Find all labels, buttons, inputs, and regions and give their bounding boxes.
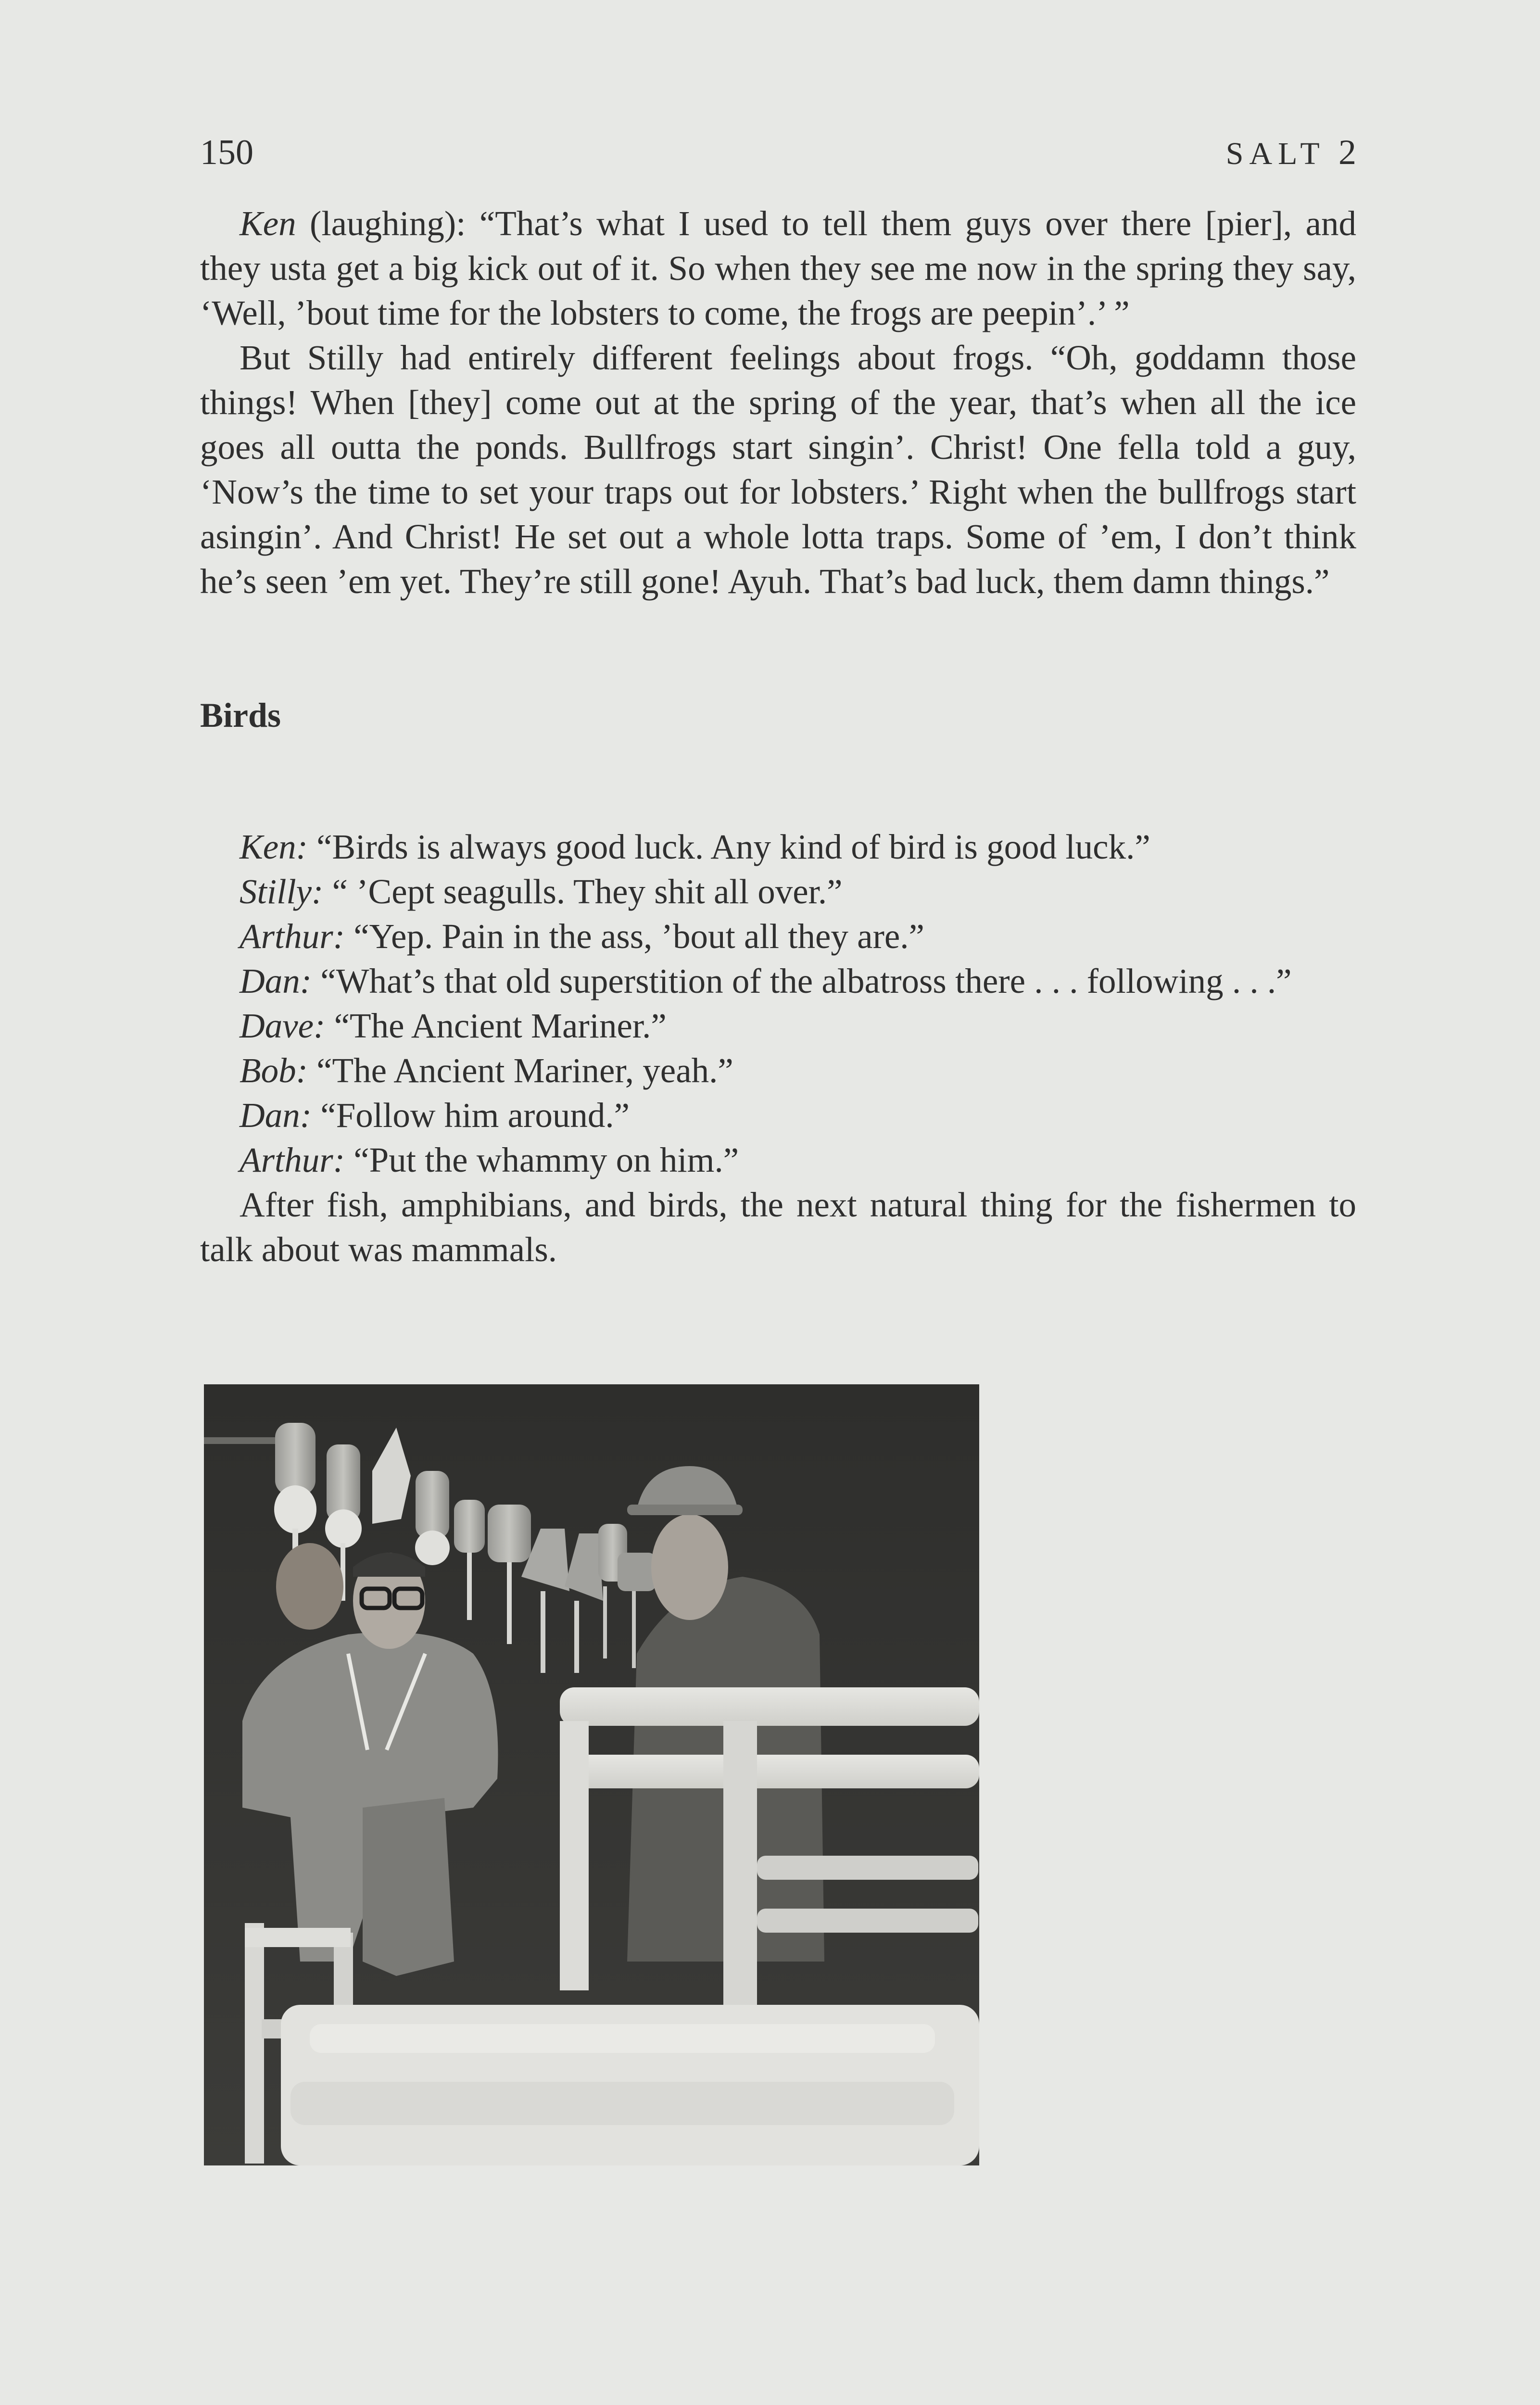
running-head <box>1226 131 1356 176</box>
section-heading: Birds <box>200 696 281 734</box>
paragraph-ken-laughing <box>200 201 1356 335</box>
speaker-name: Dan: <box>240 1096 312 1135</box>
dialogue <box>200 824 1356 1182</box>
dialogue-line <box>200 824 1356 869</box>
speaker-name: Arthur: <box>240 1140 345 1179</box>
dialogue-text: “What’s that old superstition of the albatross there . . . following . . .” <box>312 962 1292 1000</box>
shelf-beam <box>204 1437 281 1444</box>
dialogue-line <box>200 1048 1356 1093</box>
running-head-title: SALT <box>1225 136 1325 171</box>
page-number: 150 <box>200 133 253 172</box>
paragraph-text: (laughing): “That’s what I used to tell them guys over there [pier], and they usta get a big kick out of it. So when they see me now in the spring they say, ‘Well, ’bout time for the lobsters to come, the frogs are peepin’.’ ” <box>200 204 1356 332</box>
dialogue-text: “Birds is always good luck. Any kind of bird is good luck.” <box>307 827 1150 866</box>
speaker-name: Dave: <box>240 1006 326 1045</box>
speaker-name: Ken: <box>240 827 308 866</box>
closing-paragraph: After fish, amphibians, and birds, the next natural thing for the fishermen to talk about was mammals. <box>200 1185 1356 1269</box>
page-header <box>200 131 1356 174</box>
dialogue-line <box>200 914 1356 959</box>
running-head-number: 2 <box>1338 133 1356 172</box>
speaker-name: Stilly: <box>240 872 324 911</box>
dialogue-text: “ ’Cept seagulls. They shit all over.” <box>323 872 843 911</box>
photo-illustration <box>204 1384 979 2165</box>
dialogue-line <box>200 1138 1356 1182</box>
body-text <box>200 201 1356 1272</box>
dialogue-text: “The Ancient Mariner, yeah.” <box>307 1051 733 1090</box>
dialogue-text: “Follow him around.” <box>312 1096 630 1135</box>
speaker-name: Dan: <box>240 962 312 1000</box>
speaker-name: Ken <box>240 204 296 243</box>
dialogue-line <box>200 959 1356 1003</box>
dialogue-line <box>200 1003 1356 1048</box>
dialogue-line <box>200 869 1356 914</box>
photograph <box>204 1384 979 2165</box>
dialogue-text: “The Ancient Mariner.” <box>325 1006 667 1045</box>
speaker-name: Arthur: <box>240 917 345 956</box>
dialogue-text: “Yep. Pain in the ass, ’bout all they are.” <box>345 917 924 956</box>
speaker-name: Bob: <box>240 1051 308 1090</box>
paragraph-stilly-frogs: But Stilly had entirely different feelings about frogs. “Oh, goddamn those things! When [they] come out at the spring of the year, that’s when all the ice goes all outta the ponds. Bullfrogs start singin’. Christ! One fella told a guy, ‘Now’s the time to set your traps out for lobsters.’ Right when the bullfrogs start asingin’. And Christ! He set out a whole lotta traps. Some of ’em, I don’t think he’s seen ’em yet. They’re still gone! Ayuh. That’s bad luck, them damn things.” <box>200 338 1356 601</box>
dialogue-text: “Put the whammy on him.” <box>345 1140 739 1179</box>
background-figure <box>276 1543 343 1630</box>
dialogue-line <box>200 1093 1356 1138</box>
